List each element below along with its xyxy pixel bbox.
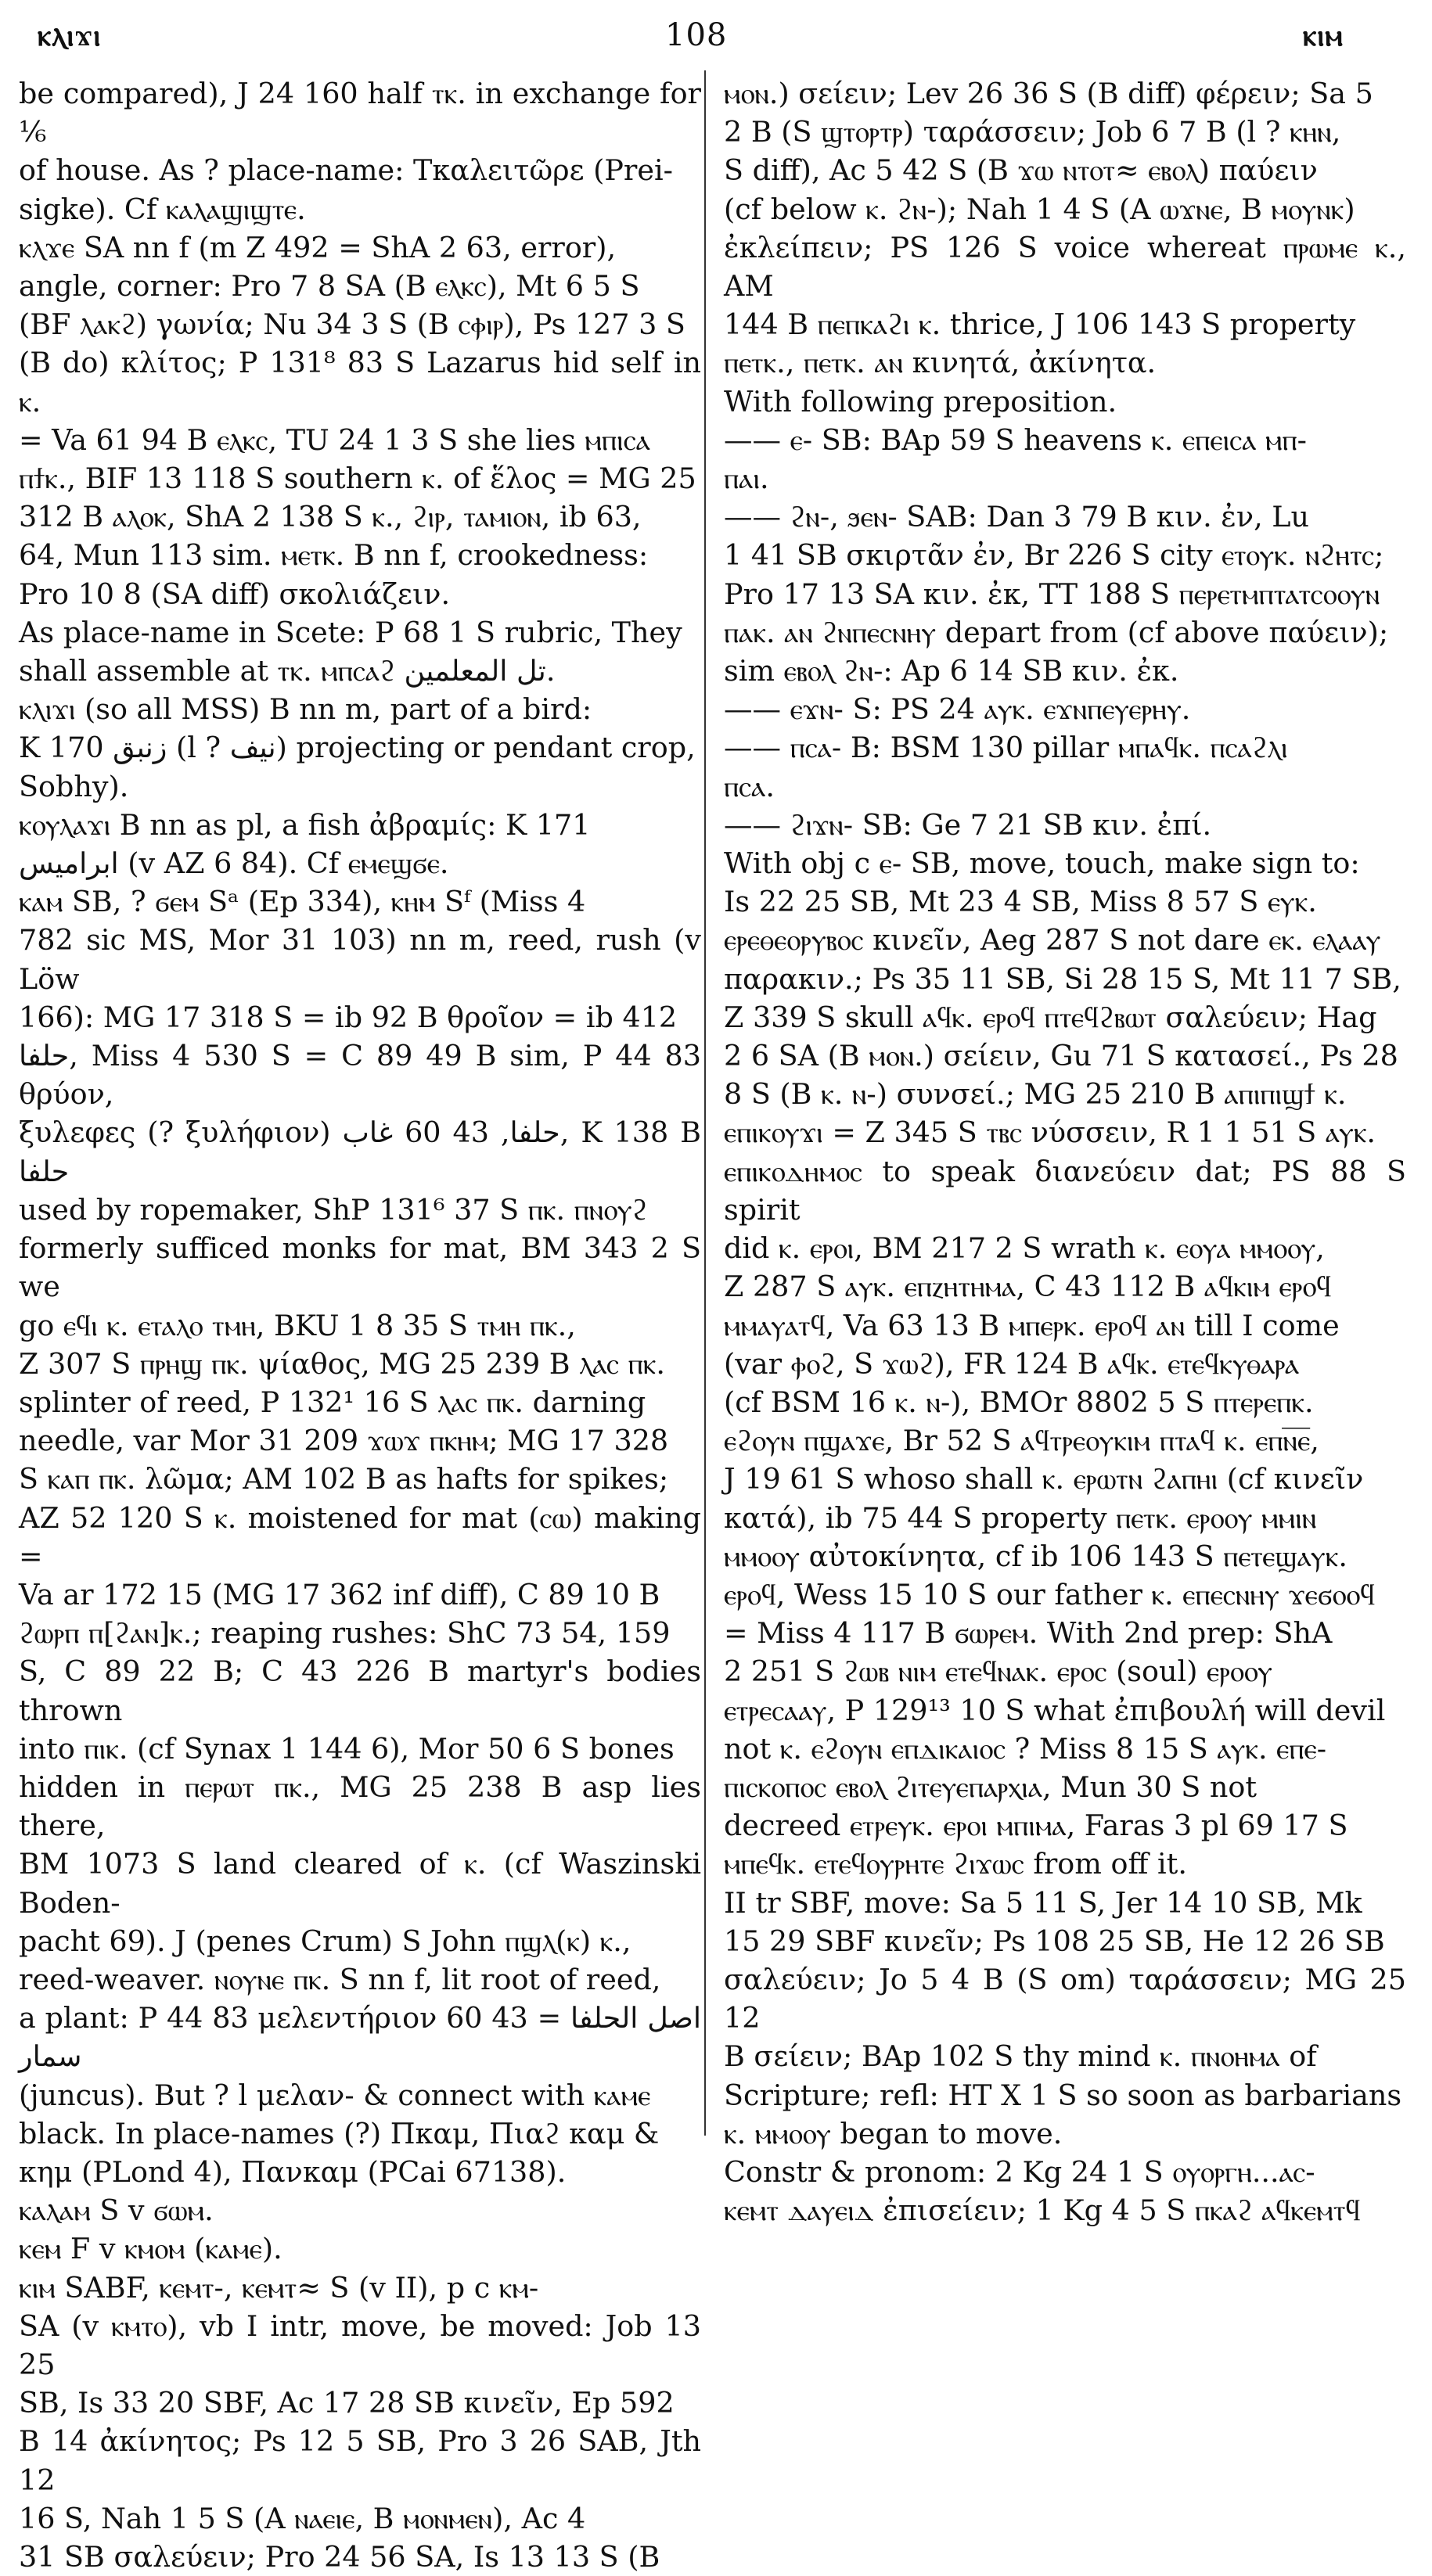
dictionary-line: Sobhy). bbox=[19, 769, 129, 803]
dictionary-line: 782 sic MS, Mor 31 103) nn m, reed, rush (v Löw bbox=[19, 923, 701, 996]
dictionary-line: ⲕⲗϫⲉ SA nn f (m Z 492 = ShA 2 63, error), bbox=[19, 230, 617, 264]
dictionary-line: used by ropemaker, ShP 131⁶ 37 S ⲡⲕ. ⲡⲛⲟⲩϩ bbox=[19, 1192, 648, 1227]
dictionary-line: ξυλεφες (? ξυλήφιον) حلفا, 43 60 غاب, K 138 B حلفا bbox=[19, 1116, 702, 1188]
dictionary-line: 2 6 SA (B ⲙⲟⲛ.) σείειν, Gu 71 S κατασεί., Ps 28 bbox=[724, 1039, 1398, 1073]
dictionary-line: splinter of reed, P 132¹ 16 S ⲗⲁⲥ ⲡⲕ. darning bbox=[19, 1385, 646, 1419]
dictionary-line: Pro 10 8 (SA diff) σκολιάζειν. bbox=[19, 577, 451, 611]
column-divider bbox=[704, 70, 706, 2136]
dictionary-line: ⲉⲡⲓⲕⲟⲇⲏⲙⲟⲥ to speak διανεύειν dat; PS 88 S spirit bbox=[724, 1154, 1406, 1227]
dictionary-line: ⲕⲁⲙ SB, ? ϭⲉⲙ Sᵃ (Ep 334), ⲕⲏⲙ Sᶠ (Miss 4 bbox=[19, 885, 586, 919]
dictionary-line: (juncus). But ? l μελαν- & connect with ⲕⲁⲙⲉ bbox=[19, 2078, 651, 2112]
dictionary-line: 166): MG 17 318 S = ib 92 B θροῖον = ib 412 bbox=[19, 1000, 678, 1034]
dictionary-line: into ⲡⲓⲕ. (cf Synax 1 144 6), Mor 50 6 S bones bbox=[19, 1731, 675, 1766]
dictionary-line: ⲡⲁⲓ. bbox=[724, 462, 769, 496]
dictionary-line: ⲕ. ⲙⲙⲟⲟⲩ began to move. bbox=[724, 2116, 1063, 2150]
dictionary-line: (var ⲫⲟϩ, S ϫⲱϩ), FR 124 B ⲁϥⲕ. ⲉⲧⲉϥⲕⲩⲑⲁⲣⲁ bbox=[724, 1346, 1300, 1381]
dictionary-line: angle, corner: Pro 7 8 SA (B ⲉⲗⲕⲥ), Mt 6 5 S bbox=[19, 269, 640, 304]
dictionary-line: 1 41 SB σκιρτᾶν ἐν, Br 226 S city ⲉⲧⲟⲩⲕ. ⲛϩⲏⲧⲥ; bbox=[724, 538, 1384, 573]
dictionary-line: ⲡⲥⲁ. bbox=[724, 769, 775, 803]
dictionary-line: Is 22 25 SB, Mt 23 4 SB, Miss 8 57 S ⲉⲩⲕ. bbox=[724, 885, 1317, 919]
dictionary-line: = Va 61 94 B ⲉⲗⲕⲥ, TU 24 1 3 S she lies ⲙⲡⲓⲥⲁ bbox=[19, 422, 650, 457]
running-head-right: ⲕⲓⲙ bbox=[1303, 17, 1344, 52]
dictionary-line: pacht 69). J (penes Crum) S John ⲡϣⲗ(ⲕ) ⲕ., bbox=[19, 1924, 631, 1958]
dictionary-line: S ⲕⲁⲡ ⲡⲕ. λῶμα; AM 102 B as hafts for spikes; bbox=[19, 1462, 669, 1496]
dictionary-line: Va ar 172 15 (MG 17 362 inf diff), C 89 10 B bbox=[19, 1577, 660, 1611]
dictionary-line: 64, Mun 113 sim. ⲙⲉⲧⲕ. B nn f, crookedness: bbox=[19, 538, 649, 573]
dictionary-line: 144 B ⲡⲉⲡⲕⲁϩⲓ ⲕ. thrice, J 106 143 S property bbox=[724, 307, 1356, 342]
dictionary-line: With following preposition. bbox=[724, 384, 1117, 419]
dictionary-line: ⲙⲟⲛ.) σείειν; Lev 26 36 S (B diff) φέρειν; Sa 5 bbox=[724, 77, 1373, 110]
dictionary-line: black. In place-names (?) Πκαμ, Πιαϩ καμ & bbox=[19, 2116, 660, 2150]
dictionary-line: be compared), J 24 160 half ⲧⲕ. in exchange for ⅙ bbox=[19, 77, 701, 149]
dictionary-line: S diff), Ac 5 42 S (B ϫⲱ ⲛⲧⲟⲧ≈ ⲉⲃⲟⲗ) παύειν bbox=[724, 153, 1318, 188]
dictionary-line: κημ (PLond 4), Πανκαμ (PCai 67138). bbox=[19, 2154, 567, 2189]
dictionary-line: needle, var Mor 31 209 ϫⲱϫ ⲡⲕⲏⲙ; MG 17 328 bbox=[19, 1424, 669, 1458]
dictionary-line: Z 287 S ⲁⲩⲕ. ⲉⲡⲍⲏⲧⲏⲙⲁ, C 43 112 B ⲁϥⲕⲓⲙ ⲉⲣⲟϥ bbox=[724, 1270, 1332, 1304]
dictionary-line: ⲙⲙⲁⲩⲁⲧϥ, Va 63 13 B ⲙⲡⲉⲣⲕ. ⲉⲣⲟϥ ⲁⲛ till I come bbox=[724, 1308, 1340, 1342]
dictionary-line: II tr SBF, move: Sa 5 11 S, Jer 14 10 SB, Mk bbox=[724, 1885, 1362, 1920]
dictionary-line: —— ⲡⲥⲁ- B: BSM 130 pillar ⲙⲡⲁϥⲕ. ⲡⲥⲁϩⲗⲓ bbox=[724, 731, 1288, 765]
dictionary-line: 8 S (B ⲕ. ⲛ-) συνσεί.; MG 25 210 B ⲁⲡⲓⲡⲓϣϯ ⲕ. bbox=[724, 1077, 1347, 1112]
dictionary-line: did ⲕ. ⲉⲣⲟⲓ, BM 217 2 S wrath ⲕ. ⲉⲟⲩⲁ ⲙⲙⲟⲟⲩ, bbox=[724, 1231, 1325, 1266]
dictionary-line: shall assemble at ⲧⲕ. ⲙⲡⲥⲁϩ تل المعلمين. bbox=[19, 654, 556, 688]
dictionary-line: (cf BSM 16 ⲕ. ⲛ-), BMOr 8802 5 S ⲡⲧⲉⲣⲉⲡⲕ. bbox=[724, 1385, 1314, 1419]
dictionary-line: Z 307 S ⲡⲣⲏϣ ⲡⲕ. ψίαθος, MG 25 239 B ⲗⲁⲥ ⲡⲕ. bbox=[19, 1346, 665, 1381]
dictionary-line: 2 B (S ϣⲧⲟⲣⲧⲣ) ταράσσειν; Job 6 7 B (l ? ⲕⲏⲛ, bbox=[724, 115, 1341, 149]
dictionary-line: —— ϩⲓϫⲛ- SB: Ge 7 21 SB κιν. ἐπί. bbox=[724, 807, 1212, 842]
dictionary-line: ⲕⲉⲙ F v ⲕⲙⲟⲙ (ⲕⲁⲙⲉ). bbox=[19, 2232, 282, 2266]
dictionary-line: ⲉⲡⲓⲕⲟⲩϫⲓ = Z 345 S ⲧⲃⲥ νύσσειν, R 1 1 51 S ⲁⲩⲕ. bbox=[724, 1116, 1376, 1150]
page-number: 108 bbox=[665, 17, 728, 53]
dictionary-line: ⲉϩⲟⲩⲛ ⲡϣⲁϫⲉ, Br 52 S ⲁϥⲧⲣⲉⲟⲩⲕⲓⲙ ⲡⲧⲁϥ ⲕ. ⲉⲡⲛ̅ⲉ̅, bbox=[724, 1424, 1319, 1458]
dictionary-line: (cf below ⲕ. ϩⲛ-); Nah 1 4 S (A ⲱϫⲛⲉ, B ⲙⲟⲩⲛⲕ) bbox=[724, 192, 1355, 226]
dictionary-line: حلفا, Miss 4 530 S = C 89 49 B sim, P 44 83 θρύον, bbox=[19, 1039, 701, 1112]
dictionary-line: Z 339 S skull ⲁϥⲕ. ⲉⲣⲟϥ ⲡⲧⲉϥϩⲃⲱⲧ σαλεύειν; Hag bbox=[724, 1000, 1377, 1034]
dictionary-line: of house. As ? place-name: Τκαλειτῶρε (Prei- bbox=[19, 153, 673, 188]
dictionary-line: ⲕⲓⲙ SABF, ⲕⲉⲙⲧ-, ⲕⲉⲙⲧ≈ S (v II), p c ⲕⲙ- bbox=[19, 2270, 539, 2305]
dictionary-line: 16 S, Nah 1 5 S (A ⲛⲁⲉⲓⲉ, B ⲙⲟⲛⲙⲉⲛ), Ac 4 bbox=[19, 2501, 586, 2535]
dictionary-line: ⲙⲡⲉϥⲕ. ⲉⲧⲉϥⲟⲩⲣⲏⲧⲉ ϩⲓϫⲱⲥ from off it. bbox=[724, 1847, 1187, 1881]
dictionary-line: go ⲉϥⲓ ⲕ. ⲉⲧⲁⲗⲟ ⲧⲙⲏ, BKU 1 8 35 S ⲧⲙⲏ ⲡⲕ., bbox=[19, 1308, 576, 1342]
dictionary-line: = Miss 4 117 B ϭⲱⲣⲉⲙ. With 2nd prep: ShA bbox=[724, 1616, 1333, 1651]
dictionary-line: —— ⲉϫⲛ- S: PS 24 ⲁⲩⲕ. ⲉϫⲛⲡⲉⲩⲉⲣⲏⲩ. bbox=[724, 692, 1191, 727]
dictionary-line: 15 29 SBF κινεῖν; Ps 108 25 SB, He 12 26 SB bbox=[724, 1924, 1385, 1958]
dictionary-line: ⲕⲟⲩⲗⲁϫⲓ B nn as pl, a fish ἀβραμίς: K 171 bbox=[19, 807, 591, 842]
dictionary-line: 2 251 S ϩⲱⲃ ⲛⲓⲙ ⲉⲧⲉϥⲛⲁⲕ. ⲉⲣⲟⲥ (soul) ⲉⲣⲟⲟⲩ bbox=[724, 1654, 1272, 1689]
dictionary-line: S, C 89 22 B; C 43 226 B martyr's bodies thrown bbox=[19, 1654, 701, 1727]
dictionary-line: As place-name in Scete: P 68 1 S rubric, They bbox=[19, 615, 682, 649]
dictionary-line: K 170 زنبق (l ? نيف) projecting or pendant crop, bbox=[19, 731, 696, 765]
dictionary-line: decreed ⲉⲧⲣⲉⲩⲕ. ⲉⲣⲟⲓ ⲙⲡⲓⲙⲁ, Faras 3 pl 69 17 S bbox=[724, 1809, 1348, 1843]
dictionary-line: ⲕⲗⲓϫⲓ (so all MSS) B nn m, part of a bird: bbox=[19, 692, 592, 727]
dictionary-line: SB, Is 33 20 SBF, Ac 17 28 SB κινεῖν, Ep 592 bbox=[19, 2386, 675, 2420]
dictionary-line: With obj c ⲉ- SB, move, touch, make sign to: bbox=[724, 846, 1360, 881]
dictionary-line: reed-weaver. ⲛⲟⲩⲛⲉ ⲡⲕ. S nn f, lit root of reed, bbox=[19, 1962, 661, 1996]
dictionary-line: AZ 52 120 S ⲕ. moistened for mat (ⲥⲱ) making = bbox=[19, 1500, 701, 1573]
dictionary-line: ϩⲱⲣⲡ ⲡ[ϩⲁⲛ]ⲕ.; reaping rushes: ShC 73 54, 159 bbox=[19, 1616, 671, 1651]
right-column bbox=[724, 74, 1406, 2229]
dictionary-line: (B do) κλίτος; P 131⁸ 83 S Lazarus hid self in ⲕ. bbox=[19, 346, 701, 419]
dictionary-line: 31 SB σαλεύειν; Pro 24 56 SA, Is 13 13 S (B bbox=[19, 2540, 660, 2574]
dictionary-line: ابراميس (v AZ 6 84). Cf ⲉⲙⲉϣϭⲉ. bbox=[19, 846, 449, 881]
dictionary-line: ⲡⲁⲕ. ⲁⲛ ϩⲛⲡⲉⲥⲛⲏⲩ depart from (cf above παύειν); bbox=[724, 615, 1389, 649]
dictionary-line: B 14 ἀκίνητος; Ps 12 5 SB, Pro 3 26 SAB, Jth 12 bbox=[19, 2424, 701, 2497]
dictionary-line: ⲡⲓⲥⲕⲟⲡⲟⲥ ⲉⲃⲟⲗ ϩⲓⲧⲉⲩⲉⲡⲁⲣⲭⲓⲁ, Mun 30 S not bbox=[724, 1769, 1257, 1804]
dictionary-line: 312 B ⲁⲗⲟⲕ, ShA 2 138 S ⲕ., ϩⲓⲣ, ⲧⲁⲙⲓⲟⲛ, ib 63, bbox=[19, 500, 642, 534]
dictionary-line: ⲡϯⲕ., BIF 13 118 S southern ⲕ. of ἕλος = MG 25 bbox=[19, 462, 696, 496]
dictionary-line: formerly sufficed monks for mat, BM 343 2 S we bbox=[19, 1231, 701, 1304]
dictionary-line: κατά), ib 75 44 S property ⲡⲉⲧⲕ. ⲉⲣⲟⲟⲩ ⲙⲙⲓⲛ bbox=[724, 1500, 1317, 1535]
dictionary-line: ⲕⲉⲙⲧ ⲇⲁⲩⲉⲓⲇ ἐπισείειν; 1 Kg 4 5 S ⲡⲕⲁϩ ⲁϥⲕⲉⲙⲧϥ bbox=[724, 2193, 1361, 2228]
dictionary-line: ⲡⲉⲧⲕ., ⲡⲉⲧⲕ. ⲁⲛ κινητά, ἀκίνητα. bbox=[724, 346, 1157, 380]
dictionary-line: σαλεύειν; Jo 5 4 B (S om) ταράσσειν; MG 25 12 bbox=[724, 1962, 1406, 2035]
dictionary-line: a plant: P 44 83 μελεντήριον اصل الحلفا = 43 60 سمار bbox=[19, 2001, 701, 2074]
dictionary-line: (BF ⲗⲁⲕϩ) γωνία; Nu 34 3 S (B ⲥⲫⲓⲣ), Ps 127 3 S bbox=[19, 307, 685, 342]
dictionary-line: hidden in ⲡⲉⲣⲱⲧ ⲡⲕ., MG 25 238 B asp lies there, bbox=[19, 1769, 701, 1843]
dictionary-line: ⲉⲣⲉⲑⲉⲟⲣⲩⲃⲟⲥ κινεῖν, Aeg 287 S not dare ⲉⲕ. ⲉⲗⲁⲁⲩ bbox=[724, 923, 1381, 957]
dictionary-line: sigke). Cf ⲕⲁⲗⲁϣⲓϣⲧⲉ. bbox=[19, 192, 306, 226]
running-head-left: ⲕⲗⲓϫⲓ bbox=[38, 17, 102, 52]
left-column bbox=[19, 74, 701, 2576]
dictionary-line: not ⲕ. ⲉϩⲟⲩⲛ ⲉⲡⲇⲓⲕⲁⲓⲟⲥ ? Miss 8 15 S ⲁⲩⲕ. ⲉⲡⲉ- bbox=[724, 1731, 1327, 1766]
dictionary-line: Scripture; refl: HT X 1 S so soon as barbarians bbox=[724, 2078, 1402, 2112]
dictionary-line: BM 1073 S land cleared of ⲕ. (cf Waszinski Boden- bbox=[19, 1847, 701, 1920]
dictionary-line: J 19 61 S whoso shall ⲕ. ⲉⲣⲱⲧⲛ ϩⲁⲡⲏⲓ (cf κινεῖν bbox=[724, 1462, 1364, 1496]
dictionary-line: ⲕⲁⲗⲁⲙ S v ϭⲱⲙ. bbox=[19, 2193, 214, 2228]
dictionary-line: ⲉⲣⲟϥ, Wess 15 10 S our father ⲕ. ⲉⲡⲉⲥⲛⲏⲩ ϫⲉϭⲟⲟϥ bbox=[724, 1577, 1376, 1611]
dictionary-line: ἐκλείπειν; PS 126 S voice whereat ⲡⲣⲱⲙⲉ ⲕ., AM bbox=[724, 230, 1406, 304]
dictionary-line: παρακιν.; Ps 35 11 SB, Si 28 15 S, Mt 11 7 SB, bbox=[724, 961, 1401, 996]
dictionary-line: Constr & pronom: 2 Kg 24 1 S ⲟⲩⲟⲣⲅⲏ...ⲁⲥ- bbox=[724, 2154, 1315, 2189]
dictionary-line: —— ϩⲛ-, ϧⲉⲛ- SAB: Dan 3 79 B κιν. ἐν, Lu bbox=[724, 500, 1310, 534]
dictionary-line: ⲙⲙⲟⲟⲩ αὐτοκίνητα, cf ib 106 143 S ⲡⲉⲧⲉϣⲁⲩⲕ. bbox=[724, 1539, 1347, 1573]
dictionary-line: B σείειν; BAp 102 S thy mind ⲕ. ⲡⲛⲟⲏⲙⲁ of bbox=[724, 2039, 1317, 2074]
dictionary-line: —— ⲉ- SB: BAp 59 S heavens ⲕ. ⲉⲡⲉⲓⲥⲁ ⲙⲡ- bbox=[724, 422, 1308, 457]
dictionary-line: sim ⲉⲃⲟⲗ ϩⲛ-: Ap 6 14 SB κιν. ἐκ. bbox=[724, 654, 1179, 688]
dictionary-line: ⲉⲧⲣⲉⲥⲁⲁⲩ, P 129¹³ 10 S what ἐπιβουλή will devil bbox=[724, 1693, 1386, 1727]
dictionary-line: SA (v ⲕⲙⲧⲟ), vb I intr, move, be moved: Job 13 25 bbox=[19, 2308, 701, 2381]
dictionary-line: Pro 17 13 SA κιν. ἐκ, TT 188 S ⲡⲉⲣⲉⲧⲙⲡⲧⲁⲧⲥⲟⲟⲩⲛ bbox=[724, 577, 1380, 611]
